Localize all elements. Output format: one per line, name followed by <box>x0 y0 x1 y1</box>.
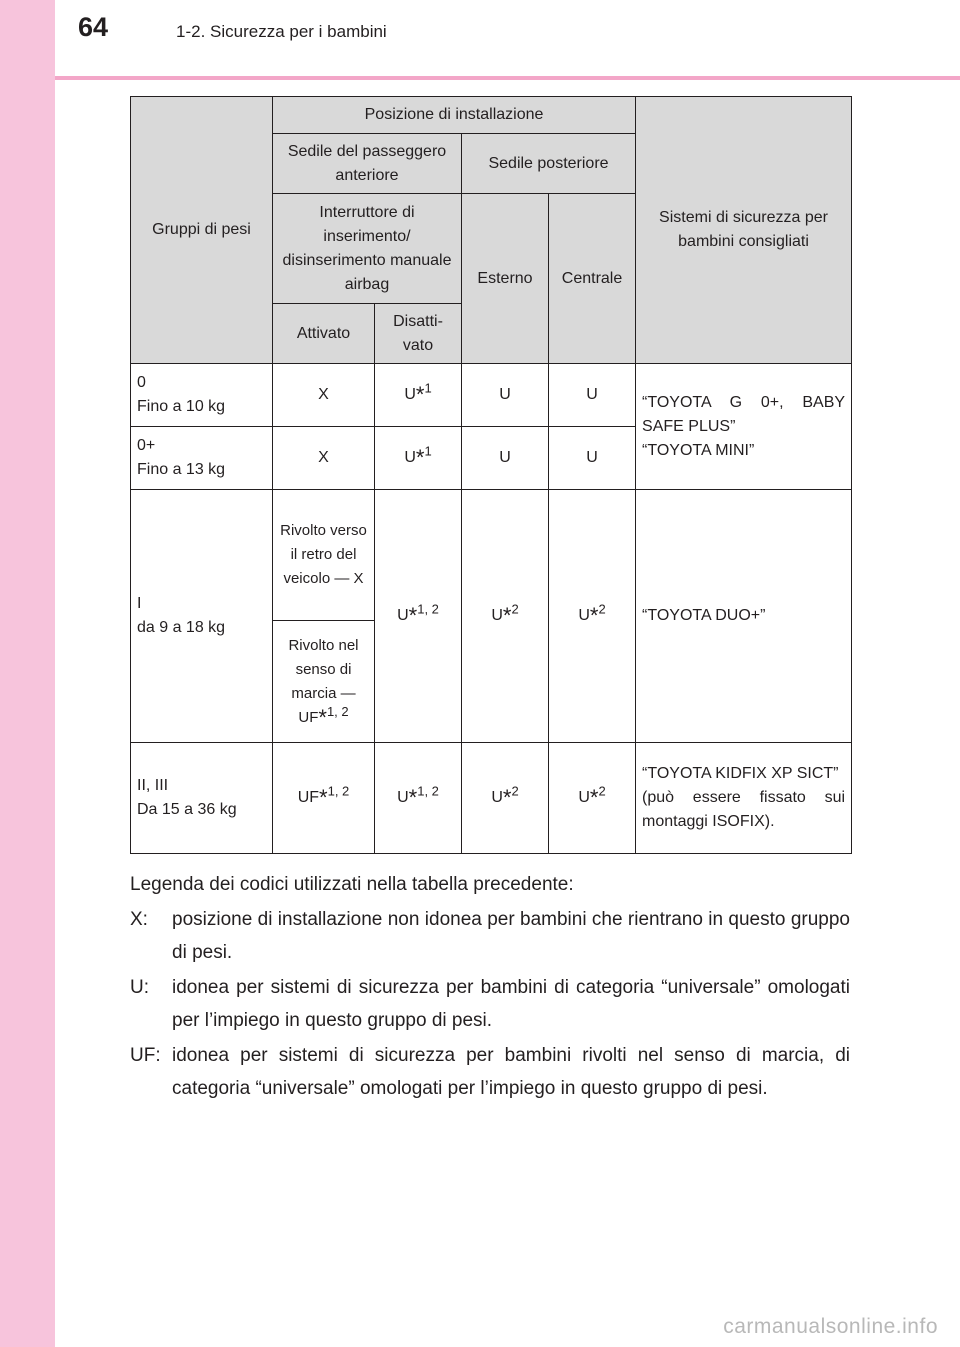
note-ref: 1, 2 <box>417 601 439 617</box>
note-ref: 1 <box>424 380 432 396</box>
legend-code: X: <box>130 909 148 930</box>
note-ref: 1, 2 <box>326 703 349 719</box>
code: U <box>491 607 503 624</box>
cell-on <box>273 743 375 854</box>
weight-code: I <box>137 595 142 612</box>
code: U <box>397 607 409 624</box>
note-ref: 2 <box>511 783 519 799</box>
recommended-line: “TOYOTA G 0+, BABY SAFE PLUS” <box>642 393 846 435</box>
cell-outer: U <box>462 427 549 490</box>
header-airbag-switch: Interruttore di inserimento/ disinserimento manuale airbag <box>273 194 462 304</box>
header-airbag-off: Disatti- vato <box>375 304 462 364</box>
header-recommended: Sistemi di sicurezza per bambini consigliati <box>636 97 852 364</box>
weight-cell-group-0 <box>131 364 273 427</box>
header-rule <box>0 76 960 80</box>
asterisk: * <box>502 785 512 810</box>
recommended-note: (può essere fissato sui montaggi ISOFIX). <box>642 789 846 830</box>
cell-outer: U <box>462 364 549 427</box>
cell-outer <box>462 490 549 743</box>
recommended-line: “TOYOTA KIDFIX XP SICT” <box>642 765 839 782</box>
note-ref: 2 <box>511 601 519 617</box>
child-seat-table <box>130 96 852 854</box>
note-ref: 1 <box>424 443 432 459</box>
legend-text: idonea per sistemi di sicurezza per bambini di categoria “universale” omologati per l’impiego in questo gruppo di pesi. <box>172 977 850 1031</box>
cell-off <box>375 490 462 743</box>
header-airbag-on: Attivato <box>273 304 375 364</box>
section-title: 1-2. Sicurezza per i bambini <box>176 22 387 41</box>
recommended-line: “TOYOTA MINI” <box>642 441 755 459</box>
cell-off <box>375 364 462 427</box>
cell-center: U <box>549 364 636 427</box>
cell-center: U <box>549 427 636 490</box>
legend-text: posizione di installazione non idonea per bambini che rientrano in questo gruppo di pesi. <box>172 909 850 963</box>
weight-range: Fino a 13 kg <box>137 461 226 478</box>
code: U <box>404 386 416 403</box>
asterisk: * <box>318 704 327 730</box>
header-center: Centrale <box>549 194 636 364</box>
asterisk: * <box>415 445 425 470</box>
code: UF <box>298 708 319 726</box>
cell-off <box>375 427 462 490</box>
header-rear-seat: Sedile posteriore <box>462 134 636 194</box>
code: U <box>578 607 590 624</box>
weight-code: 0+ <box>137 437 156 454</box>
asterisk: * <box>589 603 599 628</box>
recommended-cell-group-1: “TOYOTA DUO+” <box>636 490 852 743</box>
forward-label: Rivolto nel senso di marcia — <box>288 636 359 702</box>
header-install-position: Posizione di installazione <box>273 97 636 134</box>
cell-center <box>549 743 636 854</box>
legend-code: UF: <box>130 1045 161 1066</box>
weight-range: da 9 a 18 kg <box>137 619 226 636</box>
code: U <box>404 449 416 466</box>
asterisk: * <box>408 785 418 810</box>
note-ref: 1, 2 <box>327 783 350 799</box>
header-weight-groups: Gruppi di pesi <box>131 97 273 364</box>
watermark: carmanualsonline.info <box>723 1315 938 1338</box>
legend-item-uf <box>130 1039 850 1105</box>
code: U <box>578 789 590 806</box>
cell-on: X <box>273 364 375 427</box>
weight-code: II, III <box>137 777 169 794</box>
code: UF <box>297 789 320 806</box>
page-number: 64 <box>78 12 109 42</box>
code: U <box>397 789 409 806</box>
legend-text: idonea per sistemi di sicurezza per bambini rivolti nel senso di marcia, di categoria “universale” omologati per l’impiego in questo gruppo di pesi. <box>172 1045 850 1099</box>
header-front-passenger-seat: Sedile del passeggero anteriore <box>273 134 462 194</box>
cell-on-rear-facing: Rivolto verso il retro del veicolo — X <box>273 490 375 621</box>
weight-cell-group-1 <box>131 490 273 743</box>
weight-range: Fino a 10 kg <box>137 398 226 415</box>
code: U <box>491 789 503 806</box>
legend-code: U: <box>130 977 149 998</box>
weight-code: 0 <box>137 374 146 391</box>
cell-outer <box>462 743 549 854</box>
note-ref: 2 <box>598 783 606 799</box>
recommended-cell-group-0 <box>636 364 852 490</box>
header-outer: Esterno <box>462 194 549 364</box>
legend-item-u <box>130 971 850 1037</box>
asterisk: * <box>589 785 599 810</box>
asterisk: * <box>415 382 425 407</box>
weight-cell-group-2-3 <box>131 743 273 854</box>
asterisk: * <box>408 603 418 628</box>
legend <box>130 868 850 1107</box>
cell-on-forward-facing <box>273 621 375 743</box>
cell-center <box>549 490 636 743</box>
side-color-band <box>0 0 55 1347</box>
cell-off <box>375 743 462 854</box>
note-ref: 2 <box>598 601 606 617</box>
cell-on: X <box>273 427 375 490</box>
weight-cell-group-0plus <box>131 427 273 490</box>
asterisk: * <box>319 785 328 810</box>
legend-item-x <box>130 903 850 969</box>
asterisk: * <box>502 603 512 628</box>
note-ref: 1, 2 <box>417 783 439 799</box>
weight-range: Da 15 a 36 kg <box>137 801 237 818</box>
legend-title: Legenda dei codici utilizzati nella tabella precedente: <box>130 874 574 895</box>
recommended-cell-group-2-3 <box>636 743 852 854</box>
